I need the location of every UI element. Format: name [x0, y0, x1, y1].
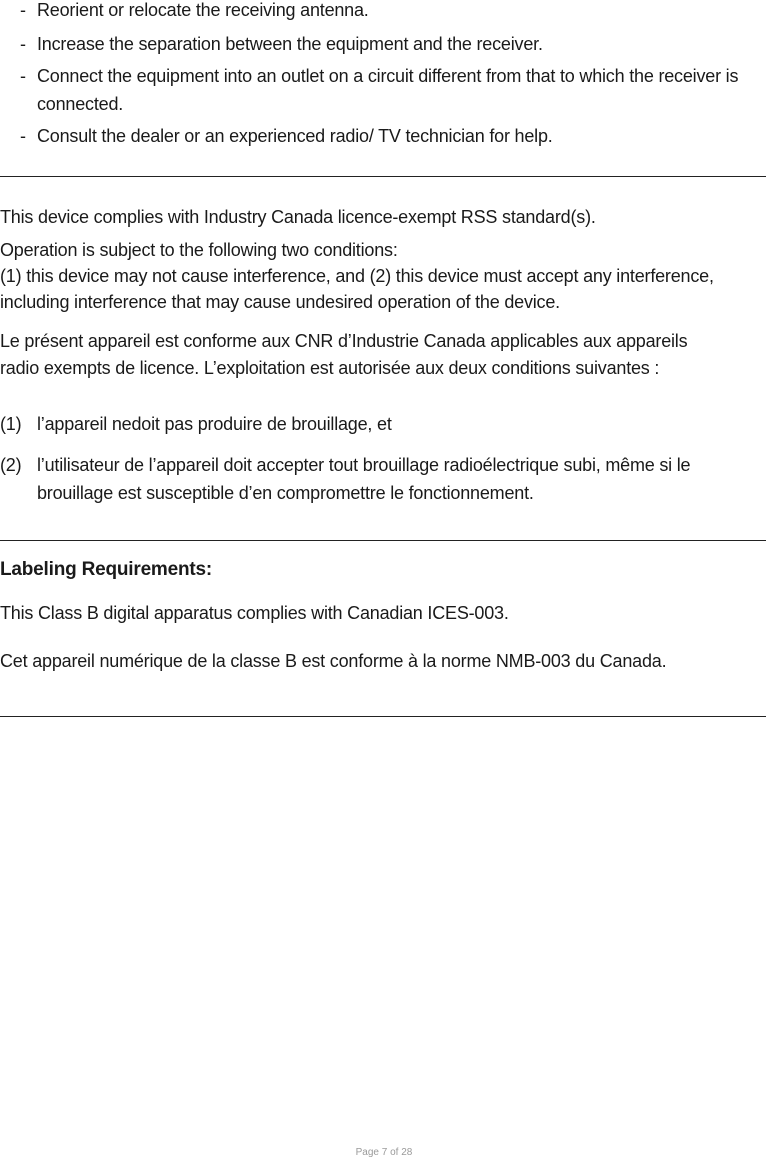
list-number: (2) — [0, 455, 22, 475]
list-item-text: Connect the equipment into an outlet on a circuit different from that to which the receiver is connected. — [37, 66, 739, 114]
labeling-heading: Labeling Requirements: — [0, 559, 213, 580]
ic-conditions-text: including interference that may cause undesired operation of the device. — [0, 292, 560, 312]
section-divider — [0, 540, 766, 541]
ic-conditions-intro: Operation is subject to the following two conditions: — [0, 240, 398, 260]
ic-french-statement: Le présent appareil est conforme aux CNR d’Industrie Canada applicables aux appareils — [0, 331, 688, 351]
list-item-text: l’appareil nedoit pas produire de brouillage, et — [37, 414, 392, 434]
list-bullet: - — [20, 66, 26, 86]
page-number: Page 7 of 28 — [355, 1147, 413, 1158]
section-divider — [0, 716, 766, 717]
list-item-text: Increase the separation between the equipment and the receiver. — [37, 34, 543, 54]
list-item-text: Consult the dealer or an experienced radio/ TV technician for help. — [37, 126, 553, 146]
list-number: (1) — [0, 414, 22, 434]
labeling-statement-en: This Class B digital apparatus complies with Canadian ICES-003. — [0, 603, 509, 623]
ic-french-statement: radio exempts de licence. L’exploitation est autorisée aux deux conditions suivantes : — [0, 358, 660, 378]
labeling-statement-fr: Cet appareil numérique de la classe B est conforme à la norme NMB-003 du Canada. — [0, 651, 667, 671]
ic-conditions-text: (1) this device may not cause interference, and (2) this device must accept any interference, — [0, 266, 714, 286]
list-bullet: - — [20, 34, 26, 54]
list-bullet: - — [20, 126, 26, 146]
ic-compliance-statement: This device complies with Industry Canada licence-exempt RSS standard(s). — [0, 207, 596, 227]
list-bullet: - — [20, 0, 26, 20]
section-divider — [0, 176, 766, 177]
list-item-text: l’utilisateur de l’appareil doit accepter tout brouillage radioélectrique subi, même si le brouillage est susceptible d’en compromettre le fonctionnement. — [37, 455, 691, 503]
list-item-text: Reorient or relocate the receiving antenna. — [37, 0, 369, 20]
